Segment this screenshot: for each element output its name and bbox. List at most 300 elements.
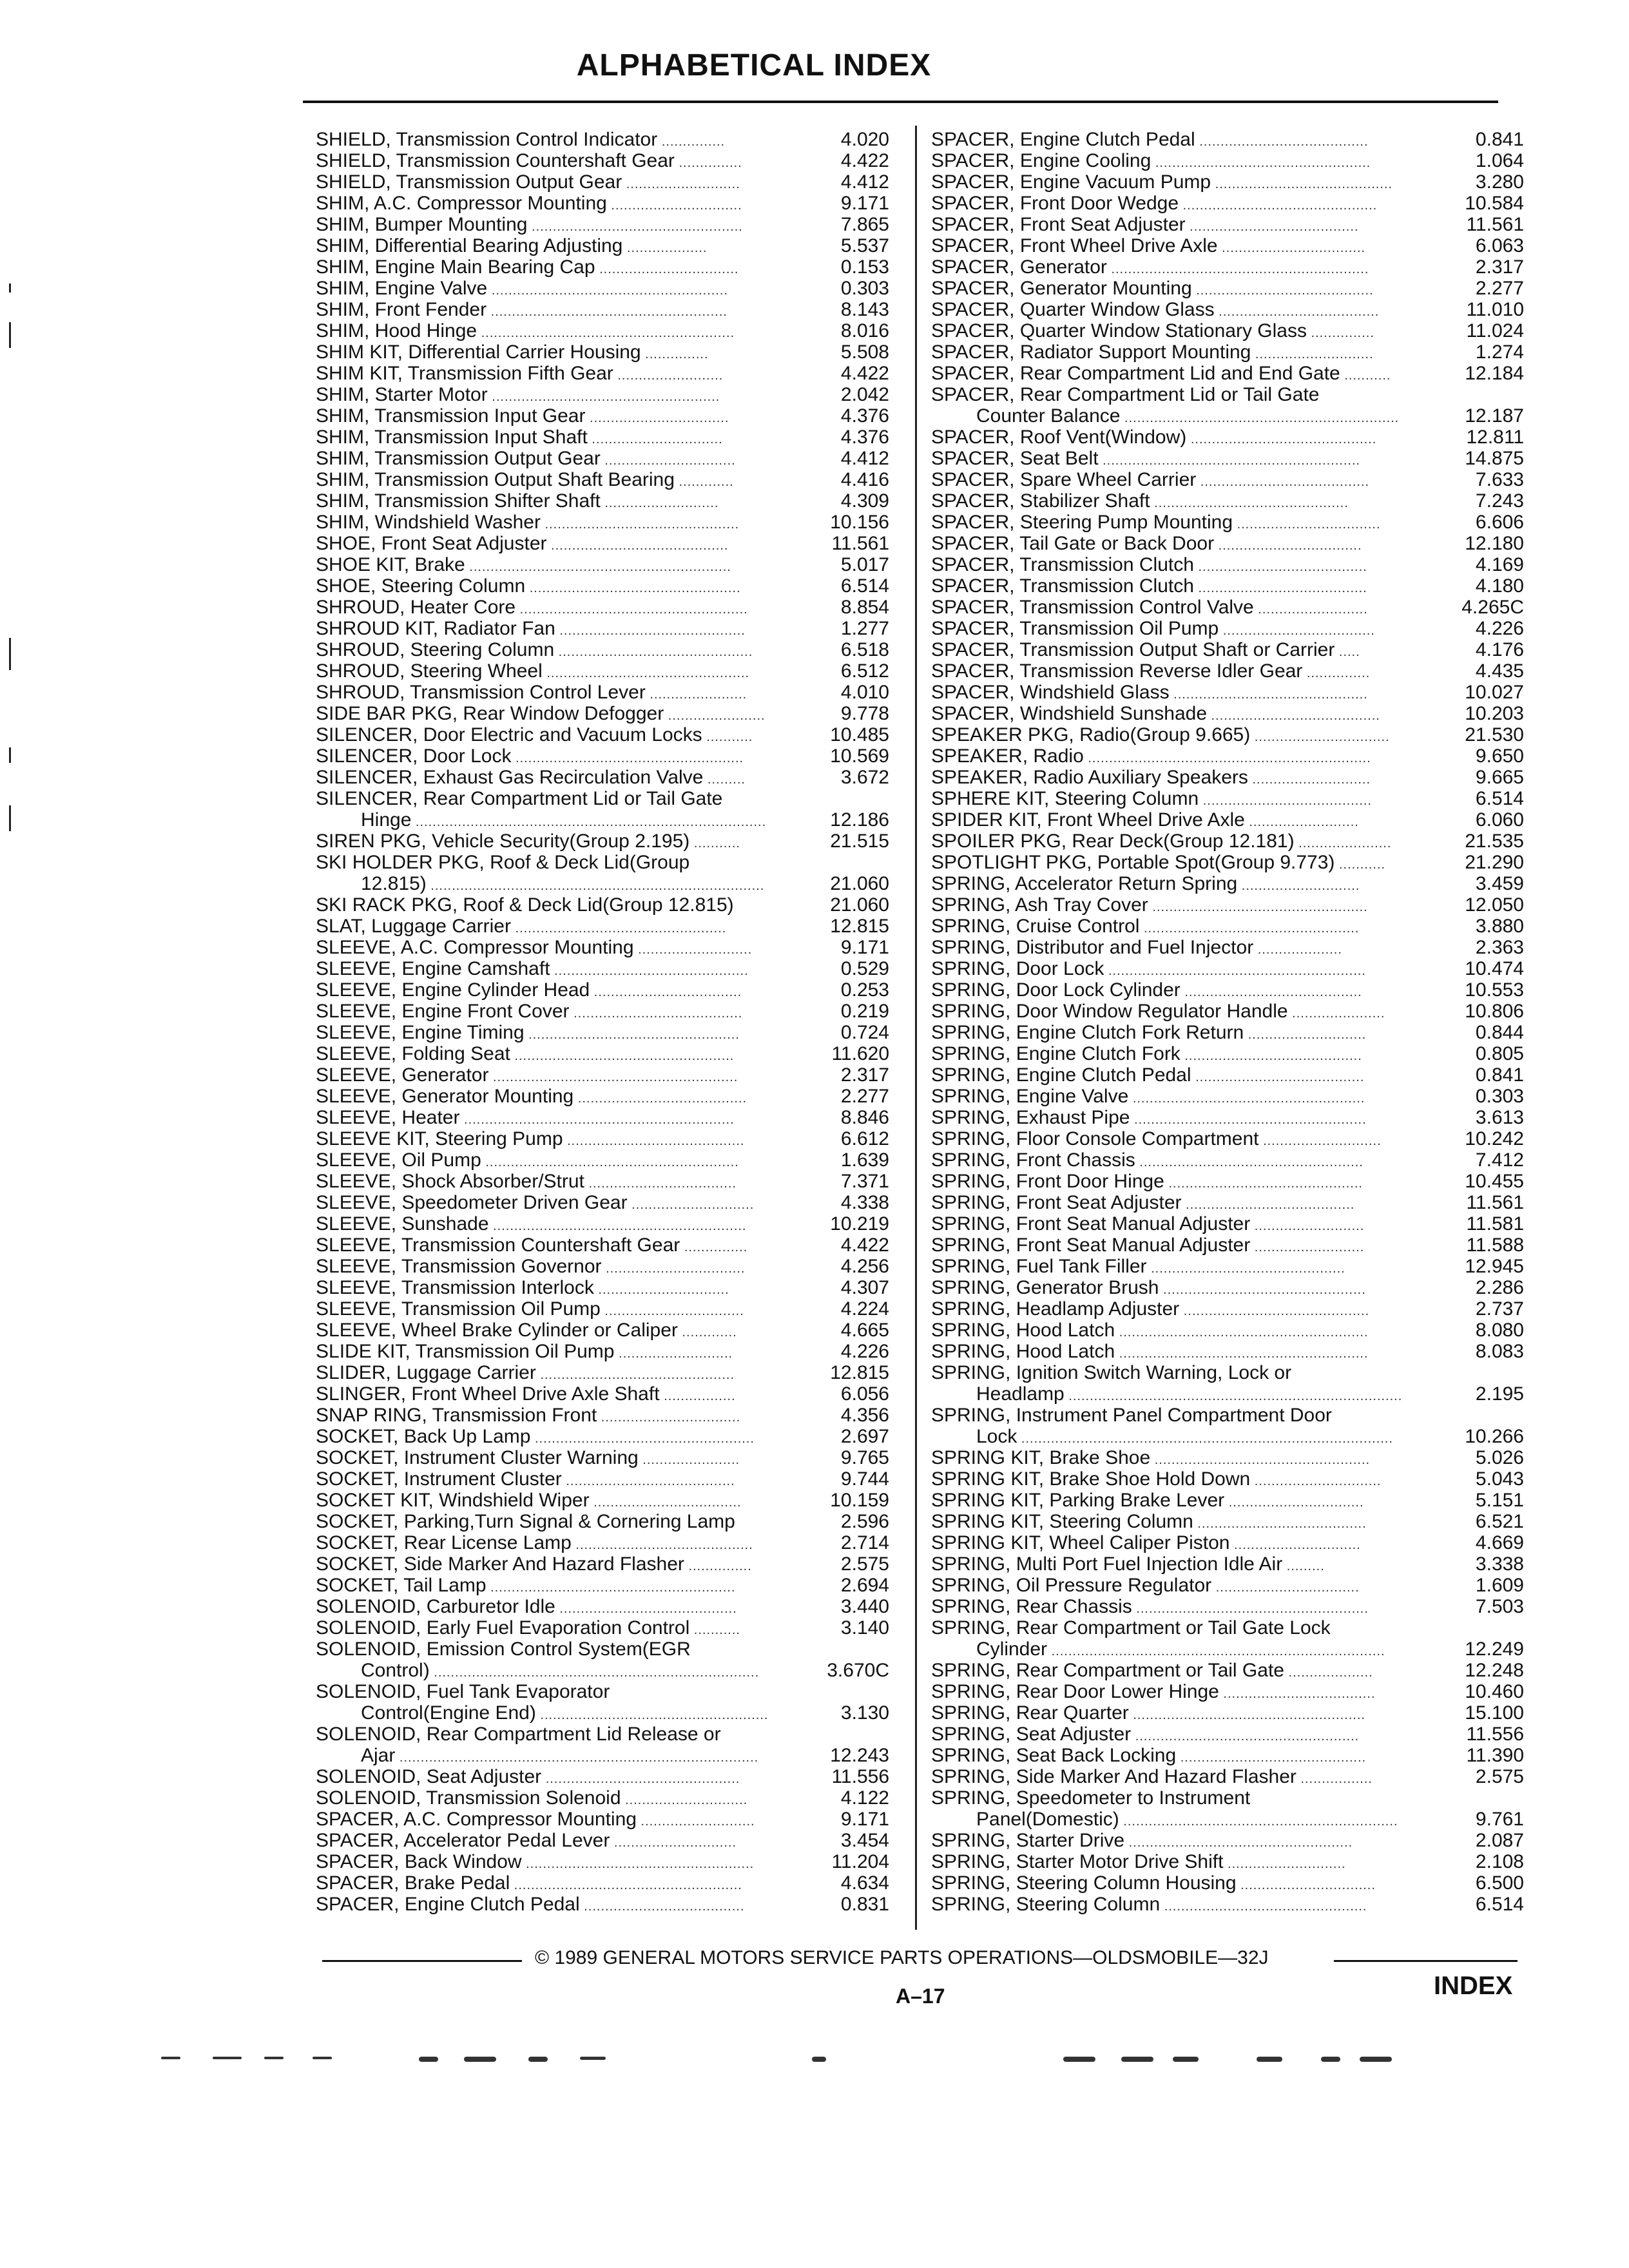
index-entry: [316, 660, 889, 682]
index-entry: [316, 852, 889, 873]
leader-dots: ...........: [702, 730, 753, 744]
index-entry: [931, 1724, 1524, 1745]
leader-dots: ........................................: [1181, 1198, 1355, 1212]
leader-dots: ..................................................: [524, 1028, 740, 1042]
entry-name: [316, 1766, 740, 1790]
entry-name: [316, 1894, 744, 1917]
entry-page: 5.508: [840, 341, 889, 363]
entry-page: 10.569: [830, 745, 889, 767]
entry-page: 6.518: [840, 639, 889, 660]
entry-name: [316, 1532, 753, 1556]
entry-name: [931, 193, 1377, 216]
leader-dots: ...............: [680, 1240, 748, 1254]
entry-label: SHIM KIT, Differential Carrier Housing: [316, 341, 641, 363]
index-entry: [316, 682, 889, 703]
entry-label: SHIM, A.C. Compressor Mounting: [316, 193, 607, 214]
entry-name: [316, 1851, 754, 1875]
index-entry: [316, 1639, 889, 1660]
entry-label: SOCKET, Instrument Cluster: [316, 1468, 562, 1490]
entry-name: [931, 1511, 1367, 1535]
entry-label: SLAT, Luggage Carrier: [316, 916, 511, 937]
index-column-left: [316, 129, 889, 1915]
entry-page: 3.130: [840, 1702, 889, 1724]
entry-page: 11.561: [1466, 1192, 1524, 1213]
leader-dots: ............................: [1237, 879, 1360, 893]
entry-page: 6.514: [1475, 1894, 1524, 1915]
entry-page: 4.307: [840, 1277, 889, 1298]
entry-name: [316, 384, 720, 408]
section-label: INDEX: [1434, 1972, 1513, 2000]
leader-dots: ...................................................: [1148, 900, 1368, 914]
index-entry: [931, 363, 1524, 384]
leader-dots: ..................................: [1214, 539, 1362, 553]
entry-page: 21.060: [830, 894, 889, 916]
entry-label: SPRING, Front Chassis: [931, 1149, 1135, 1171]
index-entry: [316, 1617, 889, 1639]
leader-dots: ..........................................: [546, 539, 729, 553]
entry-label: SPACER, Engine Clutch Pedal: [931, 129, 1195, 150]
entry-label: SPRING KIT, Parking Brake Lever: [931, 1490, 1225, 1511]
entry-name: [316, 1617, 740, 1641]
entry-label: SHROUD, Steering Column: [316, 639, 555, 660]
entry-label: SILENCER, Exhaust Gas Recirculation Valve: [316, 767, 704, 788]
leader-dots: ............................: [1251, 347, 1374, 361]
scan-artifact: [419, 2057, 438, 2062]
entry-label: SPRING, Engine Valve: [931, 1086, 1129, 1107]
entry-name: [316, 1086, 747, 1110]
entry-page: 0.805: [1475, 1043, 1524, 1064]
index-entry: [931, 129, 1524, 150]
leader-dots: ...............: [1302, 666, 1371, 680]
entry-name: [931, 639, 1360, 663]
index-entry: [316, 618, 889, 639]
entry-name: [316, 745, 744, 769]
entry-name: [931, 278, 1374, 302]
entry-name: [316, 214, 743, 238]
entry-page: 4.422: [840, 363, 889, 384]
entry-name: [316, 427, 723, 450]
leader-dots: ........................................: [561, 1474, 735, 1488]
entry-page: 10.219: [830, 1213, 889, 1235]
index-entry: [316, 1745, 889, 1766]
entry-name: [976, 1383, 1402, 1407]
leader-dots: ..........................: [1250, 1240, 1365, 1254]
leader-dots: ...........................: [614, 1347, 733, 1361]
leader-dots: ............................................: [1179, 1304, 1370, 1318]
leader-dots: ...............: [1306, 326, 1374, 340]
entry-label: SPRING, Instrument Panel Compartment Door: [931, 1405, 1332, 1426]
index-entry: [316, 1043, 889, 1064]
leader-dots: .......................: [664, 709, 766, 723]
index-entry: [931, 1490, 1524, 1511]
index-entry: [931, 1277, 1524, 1298]
entry-label: SLEEVE, Engine Camshaft: [316, 958, 550, 979]
leader-dots: ...........: [689, 1623, 740, 1637]
entry-label: SILENCER, Rear Compartment Lid or Tail Gate: [316, 788, 723, 809]
entry-label: Headlamp: [976, 1383, 1065, 1405]
entry-label: SPACER, Transmission Oil Pump: [931, 618, 1219, 639]
entry-page: 8.846: [840, 1107, 889, 1128]
leader-dots: ...............................: [593, 1283, 729, 1297]
entry-page: 8.143: [840, 299, 889, 320]
entry-page: 12.815: [830, 916, 889, 937]
leader-dots: ................................: [1236, 1878, 1376, 1892]
entry-page: 11.010: [1466, 299, 1524, 320]
index-entry: [931, 1851, 1524, 1872]
entry-page: 6.056: [840, 1383, 889, 1405]
index-entry: [931, 682, 1524, 703]
entry-name: [316, 1149, 739, 1173]
entry-label: Hinge: [361, 809, 412, 831]
entry-page: 2.596: [840, 1511, 889, 1532]
index-entry: [316, 1872, 889, 1894]
entry-label: SHOE, Front Seat Adjuster: [316, 533, 547, 554]
entry-name: [316, 1383, 736, 1407]
scan-artifact: [1360, 2057, 1392, 2062]
leader-dots: ...............: [641, 347, 709, 361]
entry-name: [931, 299, 1379, 323]
entry-name: [316, 724, 753, 748]
index-entry: [931, 1894, 1524, 1915]
scan-artifact: [264, 2057, 284, 2059]
entry-name: [931, 1001, 1385, 1024]
leader-dots: ..............................................: [540, 517, 740, 532]
entry-name: [316, 1405, 740, 1428]
entry-label: SPRING, Starter Motor Drive Shift: [931, 1851, 1224, 1872]
leader-dots: ..............................................: [541, 1772, 740, 1786]
entry-name: [931, 1745, 1366, 1769]
entry-name: [931, 235, 1365, 259]
leader-dots: .................: [1296, 1772, 1373, 1786]
index-entry: [931, 1362, 1524, 1383]
entry-label: SPACER, Roof Vent(Window): [931, 427, 1187, 448]
entry-name: [931, 1022, 1366, 1046]
entry-name: [316, 682, 747, 706]
entry-page: 11.556: [831, 1766, 889, 1787]
index-entry: [931, 405, 1524, 427]
leader-dots: ......................: [1294, 836, 1392, 850]
entry-label: SPRING, Engine Clutch Fork: [931, 1043, 1181, 1064]
entry-name: [931, 1468, 1381, 1492]
entry-name: [316, 320, 735, 344]
index-entry: [316, 1298, 889, 1320]
leader-dots: ..................................................: [527, 220, 743, 234]
entry-name: [316, 1511, 735, 1532]
entry-label: SKI HOLDER PKG, Roof & Deck Lid(Group: [316, 852, 690, 873]
leader-dots: ..................................: [1211, 1581, 1360, 1595]
index-entry: [316, 256, 889, 278]
entry-name: [316, 341, 709, 365]
entry-page: 12.248: [1465, 1660, 1524, 1681]
entry-label: SPACER, Windshield Sunshade: [931, 703, 1207, 724]
entry-name: [931, 1617, 1331, 1639]
entry-page: 10.159: [830, 1490, 889, 1511]
entry-page: 21.530: [1465, 724, 1524, 745]
entry-page: 4.422: [840, 1235, 889, 1256]
entry-page: 0.844: [1475, 1022, 1524, 1043]
index-entry: [931, 214, 1524, 235]
entry-label: SOCKET, Back Up Lamp: [316, 1426, 531, 1447]
leader-dots: .......................................................: [1128, 1091, 1365, 1106]
entry-name: [931, 788, 1372, 812]
entry-name: [316, 831, 740, 854]
entry-label: SPACER, Steering Pump Mounting: [931, 512, 1233, 533]
index-entry: [316, 320, 889, 341]
leader-dots: .............: [677, 1325, 737, 1340]
index-entry: [931, 554, 1524, 575]
entry-label: SPACER, Generator: [931, 256, 1107, 278]
entry-name: [316, 852, 689, 873]
leader-dots: ...............: [674, 156, 742, 170]
index-entry: [316, 916, 889, 937]
index-entry: [316, 1341, 889, 1362]
entry-label: SLEEVE, Generator Mounting: [316, 1086, 574, 1107]
entry-name: [361, 1702, 768, 1726]
entry-name: [316, 1872, 742, 1896]
entry-label: SPACER, Seat Belt: [931, 448, 1099, 469]
entry-page: 5.151: [1475, 1490, 1524, 1511]
entry-page: 6.606: [1475, 512, 1524, 533]
entry-label: SOLENOID, Rear Compartment Lid Release or: [316, 1724, 721, 1745]
entry-page: 2.195: [1475, 1383, 1524, 1405]
index-entry: [931, 979, 1524, 1001]
entry-name: [316, 618, 746, 642]
entry-name: [316, 256, 739, 280]
entry-label: Ajar: [361, 1745, 396, 1766]
entry-label: SLEEVE, A.C. Compressor Mounting: [316, 937, 634, 958]
entry-label: Counter Balance: [976, 405, 1121, 427]
entry-label: SPACER, Accelerator Pedal Lever: [316, 1830, 610, 1851]
leader-dots: ............................................: [555, 624, 746, 638]
entry-label: SPRING, Multi Port Fuel Injection Idle Air: [931, 1553, 1283, 1575]
entry-name: [931, 1447, 1370, 1471]
leader-dots: ..........................: [1244, 815, 1359, 829]
leader-dots: ............................: [1258, 1134, 1382, 1148]
entry-name: [316, 533, 728, 557]
entry-label: SLEEVE, Speedometer Driven Gear: [316, 1192, 628, 1213]
entry-page: 3.440: [840, 1596, 889, 1617]
entry-label: SHIM, Transmission Output Gear: [316, 448, 601, 469]
entry-page: 9.778: [840, 703, 889, 724]
leader-dots: ...................................: [590, 985, 742, 999]
leader-dots: ........................................: [1193, 1517, 1367, 1531]
entry-label: SPEAKER PKG, Radio(Group 9.665): [931, 724, 1251, 745]
entry-name: [931, 1043, 1362, 1067]
entry-label: SHOE, Steering Column: [316, 575, 526, 597]
entry-page: 6.500: [1475, 1872, 1524, 1894]
index-entry: [931, 937, 1524, 958]
scan-artifact: [1321, 2057, 1340, 2062]
entry-label: SPACER, Quarter Window Stationary Glass: [931, 320, 1307, 341]
entry-page: 12.180: [1465, 533, 1524, 554]
leader-dots: .......................................................: [1132, 1602, 1369, 1616]
entry-page: 2.714: [840, 1532, 889, 1553]
entry-label: SHIM, Windshield Washer: [316, 512, 541, 533]
index-entry: [316, 533, 889, 554]
leader-dots: ...............................: [600, 454, 736, 468]
entry-page: 0.841: [1475, 129, 1524, 150]
entry-label: SPRING KIT, Brake Shoe: [931, 1447, 1151, 1468]
index-entry: [931, 512, 1524, 533]
index-entry: [316, 1235, 889, 1256]
index-entry: [316, 1277, 889, 1298]
entry-label: SPEAKER, Radio Auxiliary Speakers: [931, 767, 1248, 788]
entry-name: [316, 1596, 737, 1620]
index-entry: [316, 214, 889, 235]
index-entry: [316, 788, 889, 809]
scan-artifact: [313, 2057, 332, 2059]
index-entry: [931, 788, 1524, 809]
leader-dots: ...............................................................................: [426, 879, 765, 893]
scan-artifact: [213, 2057, 242, 2059]
leader-dots: .......................: [645, 687, 747, 702]
entry-name: [931, 1575, 1360, 1599]
index-entry: [931, 427, 1524, 448]
entry-page: 4.338: [840, 1192, 889, 1213]
leader-dots: .......................................................: [1128, 1708, 1365, 1722]
leader-dots: ..................................................: [525, 581, 741, 595]
leader-dots: ................................: [1250, 730, 1390, 744]
entry-page: 1.274: [1475, 341, 1524, 363]
leader-dots: .............: [674, 475, 734, 489]
index-entry: [316, 1702, 889, 1724]
leader-dots: ...................................................................................: [411, 815, 767, 829]
index-entry: [931, 597, 1524, 618]
entry-label: SPACER, Tail Gate or Back Door: [931, 533, 1215, 554]
index-entry: [316, 1447, 889, 1468]
index-entry: [931, 1809, 1524, 1830]
entry-label: SPACER, Rear Compartment Lid and End Gate: [931, 363, 1340, 384]
entry-label: SPRING, Fuel Tank Filler: [931, 1256, 1147, 1277]
index-entry: [931, 1341, 1524, 1362]
entry-label: SIREN PKG, Vehicle Security(Group 2.195): [316, 831, 690, 852]
entry-label: SPRING, Door Lock Cylinder: [931, 979, 1181, 1001]
entry-page: 2.108: [1475, 1851, 1524, 1872]
entry-page: 1.064: [1475, 150, 1524, 171]
index-entry: [316, 278, 889, 299]
index-entry: [316, 958, 889, 979]
entry-name: [931, 1681, 1375, 1705]
index-entry: [316, 809, 889, 831]
entry-page: 9.171: [840, 937, 889, 958]
entry-name: [316, 490, 718, 514]
index-entry: [316, 150, 889, 171]
leader-dots: ..........................................: [563, 1134, 745, 1148]
entry-name: [931, 1787, 1250, 1809]
entry-label: SPRING, Oil Pressure Regulator: [931, 1575, 1212, 1596]
entry-page: 4.224: [840, 1298, 889, 1320]
entry-page: 0.303: [840, 278, 889, 299]
index-entry: [316, 193, 889, 214]
leader-dots: ..............................................: [550, 964, 749, 978]
entry-label: SOLENOID, Early Fuel Evaporation Control: [316, 1617, 690, 1639]
leader-dots: ...................................: [589, 1495, 742, 1510]
entry-name: [931, 1596, 1369, 1620]
entry-label: SPACER, Rear Compartment Lid or Tail Gate: [931, 384, 1320, 405]
leader-dots: .......................................................: [1130, 1113, 1367, 1127]
entry-page: 9.744: [840, 1468, 889, 1490]
entry-page: 12.815: [830, 1362, 889, 1383]
leader-dots: .....................................................: [1131, 1729, 1360, 1744]
entry-label: SPACER, Generator Mounting: [931, 278, 1192, 299]
entry-page: 7.412: [1475, 1149, 1524, 1171]
index-entry: [931, 703, 1524, 724]
entry-label: SHIM, Transmission Output Shaft Bearing: [316, 469, 675, 490]
index-entry: [316, 1830, 889, 1851]
entry-label: SPACER, Radiator Support Mounting: [931, 341, 1251, 363]
entry-page: 6.521: [1475, 1511, 1524, 1532]
leader-dots: .................................: [601, 1262, 746, 1276]
entry-name: [316, 1724, 721, 1745]
entry-name: [316, 1213, 747, 1237]
entry-page: 2.363: [1475, 937, 1524, 958]
entry-label: SPACER, Transmission Clutch: [931, 554, 1194, 575]
entry-label: SPOILER PKG, Rear Deck(Group 12.181): [931, 831, 1295, 852]
index-entry: [931, 1660, 1524, 1681]
entry-name: [931, 533, 1362, 557]
entry-label: SPACER, Engine Vacuum Pump: [931, 171, 1211, 193]
scan-artifact: [464, 2057, 496, 2062]
index-entry: [316, 575, 889, 597]
leader-dots: ..........................................: [1191, 284, 1374, 298]
entry-page: 6.612: [840, 1128, 889, 1149]
index-entry: [316, 1001, 889, 1022]
entry-label: SPRING, Hood Latch: [931, 1320, 1115, 1341]
entry-page: 2.286: [1475, 1277, 1524, 1298]
leader-dots: ...............: [684, 1559, 752, 1573]
entry-label: SOCKET, Instrument Cluster Warning: [316, 1447, 639, 1468]
leader-dots: ......................................................: [535, 1708, 769, 1722]
index-entry: [931, 1553, 1524, 1575]
entry-page: 0.153: [840, 256, 889, 278]
entry-name: [931, 618, 1375, 642]
entry-label: SPRING, Seat Back Locking: [931, 1745, 1177, 1766]
entry-name: [931, 1277, 1366, 1301]
leader-dots: ......................................................: [487, 390, 720, 404]
entry-label: SPRING, Seat Adjuster: [931, 1724, 1132, 1745]
entry-label: SHIM KIT, Transmission Fifth Gear: [316, 363, 613, 384]
entry-page: 9.665: [1475, 767, 1524, 788]
entry-name: [316, 1171, 737, 1195]
index-entry: [931, 575, 1524, 597]
index-entry: [931, 660, 1524, 682]
scan-margin-mark: [9, 638, 11, 670]
index-column-right: [931, 129, 1524, 1915]
leader-dots: ................................................................: [459, 1113, 735, 1127]
index-entry: [931, 1213, 1524, 1235]
entry-label: SIDE BAR PKG, Rear Window Defogger: [316, 703, 664, 724]
entry-page: 7.243: [1475, 490, 1524, 512]
index-entry: [931, 1575, 1524, 1596]
entry-label: SPRING, Engine Clutch Pedal: [931, 1064, 1191, 1086]
leader-dots: .........: [1282, 1559, 1325, 1573]
entry-page: 3.613: [1475, 1107, 1524, 1128]
entry-name: [361, 1745, 758, 1769]
index-entry: [931, 1426, 1524, 1447]
entry-label: SPRING, Engine Clutch Fork Return: [931, 1022, 1244, 1043]
entry-page: 11.588: [1466, 1235, 1524, 1256]
leader-dots: ............................: [1244, 1028, 1367, 1042]
entry-page: 6.514: [1475, 788, 1524, 809]
entry-name: [316, 1235, 747, 1258]
scan-artifact: [1257, 2057, 1282, 2062]
entry-page: 11.390: [1466, 1745, 1524, 1766]
leader-dots: ..................................: [1233, 517, 1381, 532]
entry-label: SHIM, Bumper Mounting: [316, 214, 528, 235]
index-entry: [316, 384, 889, 405]
entry-name: [931, 1405, 1332, 1426]
leader-dots: ..............................................................: [465, 560, 731, 574]
